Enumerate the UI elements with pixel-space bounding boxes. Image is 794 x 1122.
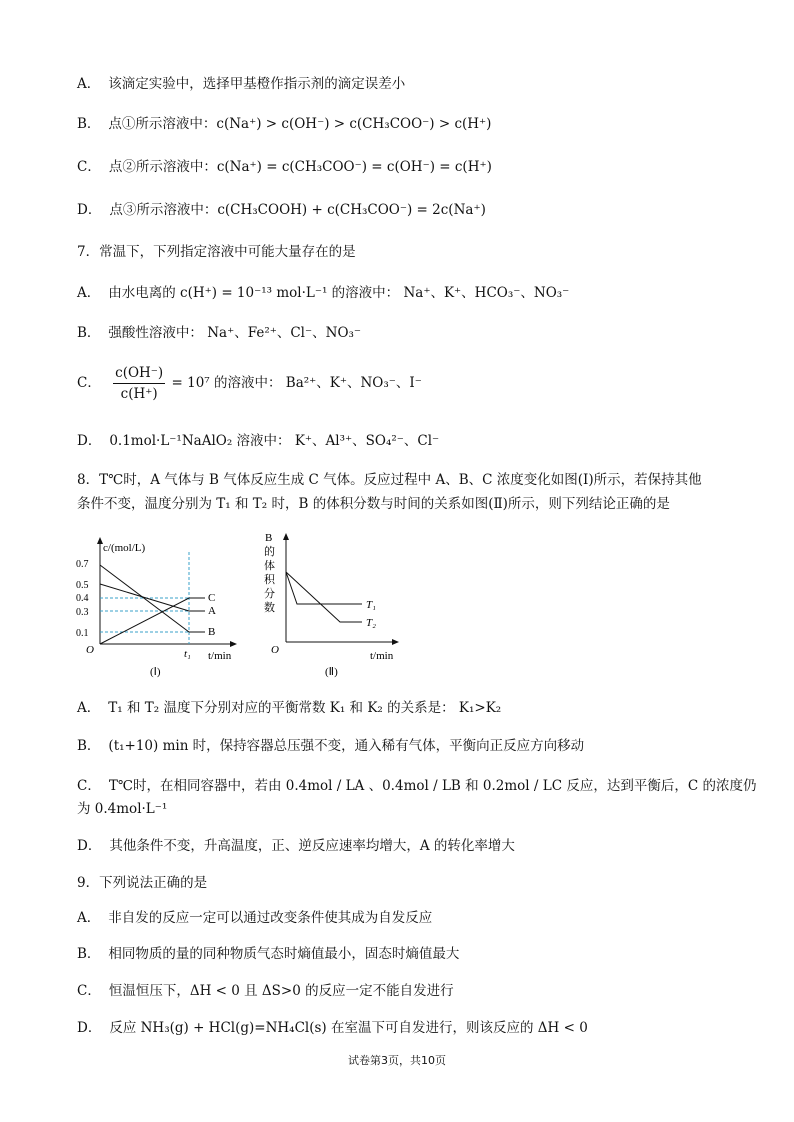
ytick-0.5: 0.5	[76, 580, 89, 591]
curve-b-label: B	[208, 626, 216, 638]
q6-option-a: A． 该滴定实验中，选择甲基橙作指示剂的滴定误差小	[77, 76, 406, 92]
ytick-0.3: 0.3	[76, 607, 89, 618]
curve-c-label: C	[208, 592, 216, 604]
q6-option-d: D． 点③所示溶液中：c(CH₃COOH) + c(CH₃COO⁻) = 2c(Na⁺)	[77, 202, 486, 218]
q9-option-d: D． 反应 NH₃(g) + HCl(g)=NH₄Cl(s) 在室温下可自发进行，则该反应的 ΔH < 0	[77, 1020, 588, 1036]
q7-stem: 7．常温下，下列指定溶液中可能大量存在的是	[77, 244, 356, 260]
y-label-char: 体	[264, 560, 275, 572]
y-label-char: B	[265, 532, 273, 544]
curve-t1-label: T₁	[366, 599, 376, 611]
ytick-0.1: 0.1	[76, 628, 89, 639]
q9-stem: 9．下列说法正确的是	[77, 875, 208, 891]
ytick-0.7: 0.7	[76, 559, 89, 570]
figure-1-concentration-graph	[72, 532, 242, 682]
page-footer: 试卷第3页，共10页	[348, 1054, 446, 1067]
x-axis-label: t/min	[370, 650, 394, 662]
x-axis-label: t/min	[208, 650, 232, 662]
figure-1-caption: (Ⅰ)	[150, 666, 161, 678]
figure-2-volume-fraction-graph	[262, 530, 402, 680]
q8-option-c: C． T℃时，在相同容器中，若由 0.4mol / LA 、0.4mol / LB 和 0.2mol / LC 反应，达到平衡后，C 的浓度仍	[77, 778, 757, 794]
q6-option-b: B． 点①所示溶液中：c(Na⁺) > c(OH⁻) > c(CH₃COO⁻) > c(H⁺)	[77, 116, 492, 132]
q8-stem-line1: 8．T℃时，A 气体与 B 气体反应生成 C 气体。反应过程中 A、B、C 浓度变化如图(Ⅰ)所示，若保持其他	[77, 472, 702, 488]
curve-a-label: A	[208, 605, 216, 617]
q8-option-c-continued: 为 0.4mol·L⁻¹	[77, 801, 168, 817]
y-label-char: 数	[264, 602, 275, 614]
y-label-char: 分	[264, 588, 275, 600]
curve-t2-label: T₂	[366, 617, 376, 629]
curve-t1	[286, 572, 362, 604]
ytick-0.4: 0.4	[76, 593, 89, 604]
figure-2-caption: (Ⅱ)	[325, 666, 338, 678]
q8-option-b: B． (t₁+10) min 时，保持容器总压强不变，通入稀有气体，平衡向正反应方向移动	[77, 738, 585, 754]
t1-label: t₁	[184, 648, 191, 660]
q7-option-d: D． 0.1mol·L⁻¹NaAlO₂ 溶液中： K⁺、Al³⁺、SO₄²⁻、Cl⁻	[77, 433, 440, 449]
curve-t2	[286, 572, 362, 622]
q7-option-c: C． $\frac{c(OH^-)}{c(H^+)}$ = 10⁷ 的溶液中： Ba²⁺、K⁺、NO₃⁻、I⁻	[77, 365, 422, 402]
origin-label: O	[86, 644, 94, 656]
y-axis-label: c/(mol/L)	[103, 542, 146, 554]
origin-label: O	[271, 644, 279, 656]
y-label-char: 积	[264, 574, 275, 586]
q7-option-b: B． 强酸性溶液中： Na⁺、Fe²⁺、Cl⁻、NO₃⁻	[77, 325, 362, 341]
q6-option-c: C． 点②所示溶液中：c(Na⁺) = c(CH₃COO⁻) = c(OH⁻) = c(H⁺)	[77, 159, 492, 175]
q8-option-d: D． 其他条件不变，升高温度，正、逆反应速率均增大，A 的转化率增大	[77, 838, 515, 854]
q9-option-b: B． 相同物质的量的同种物质气态时熵值最小，固态时熵值最大	[77, 946, 460, 962]
q8-stem-line2: 条件不变，温度分别为 T₁ 和 T₂ 时，B 的体积分数与时间的关系如图(Ⅱ)所示，则下列结论正确的是	[77, 496, 670, 512]
ratio-fraction: $\frac{c(OH^-)}{c(H^+)}$	[115, 365, 164, 402]
q7-option-a: A． 由水电离的 c(H⁺) = 10⁻¹³ mol·L⁻¹ 的溶液中： Na⁺、K⁺、HCO₃⁻、NO₃⁻	[77, 285, 570, 301]
q8-option-a: A． T₁ 和 T₂ 温度下分别对应的平衡常数 K₁ 和 K₂ 的关系是： K₁>K₂	[77, 700, 502, 716]
y-label-char: 的	[264, 546, 275, 558]
q9-option-c: C． 恒温恒压下，ΔH < 0 且 ΔS>0 的反应一定不能自发进行	[77, 983, 454, 999]
q9-option-a: A． 非自发的反应一定可以通过改变条件使其成为自发反应	[77, 910, 433, 926]
